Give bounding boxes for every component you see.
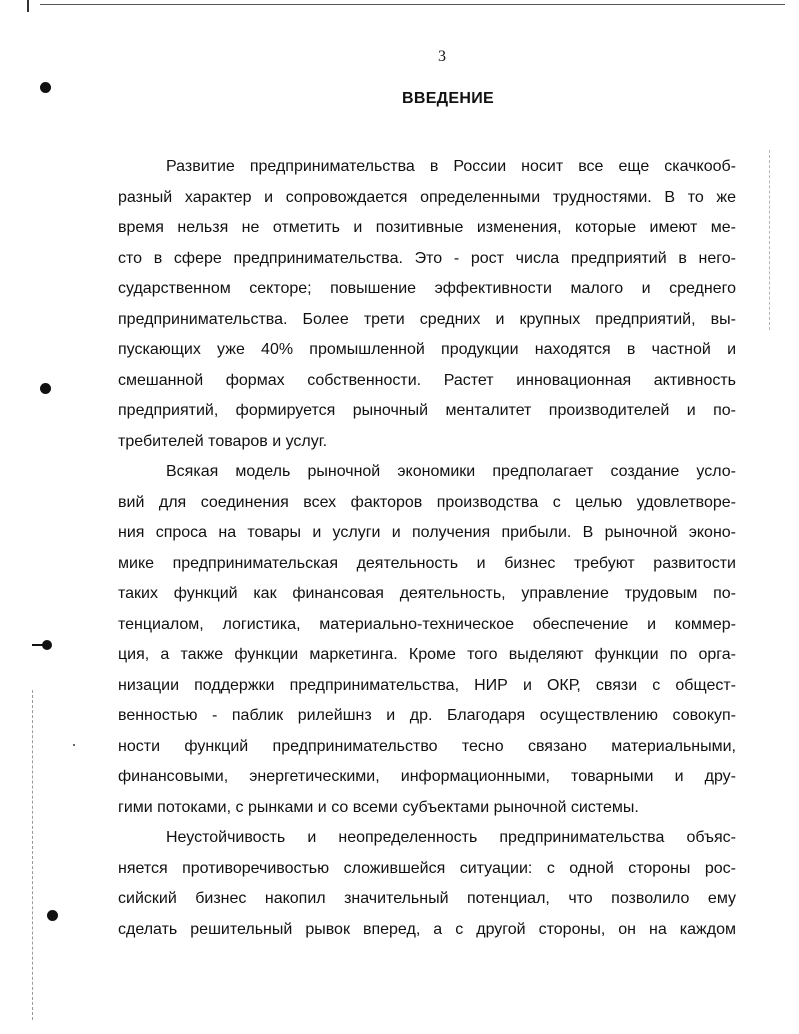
text-line: няется противоречивостью сложившейся ситуации: с одной стороны рос- xyxy=(118,859,736,877)
text-line: разный характер и сопровождается определенными трудностями. В то же xyxy=(118,188,736,206)
scan-top-edge xyxy=(40,4,785,5)
text-line: ция, а также функции маркетинга. Кроме того выделяют функции по орга- xyxy=(118,646,736,663)
text-line: ния спроса на товары и услуги и получения прибыли. В рыночной эконо- xyxy=(118,524,736,541)
text-line: низации поддержки предпринимательства, НИР и ОКР, связи с общест- xyxy=(118,676,736,694)
text-line: таких функций как финансовая деятельность, управление трудовым по- xyxy=(118,585,736,602)
text-line: пускающих уже 40% промышленной продукции находятся в частной и xyxy=(118,341,736,358)
scan-left-margin-line xyxy=(32,690,34,1020)
paragraph xyxy=(118,823,736,945)
binding-hole-mark xyxy=(42,640,52,650)
text-line: требителей товаров и услуг. xyxy=(118,432,328,450)
scan-speck xyxy=(73,744,75,746)
text-line: финансовыми, энергетическими, информационными, товарными и дру- xyxy=(118,768,736,785)
body-text xyxy=(118,152,736,945)
text-line: сийский бизнес накопил значительный потенциал, что позволило ему xyxy=(118,890,736,907)
text-line: смешанной формах собственности. Растет инновационная активность xyxy=(118,371,736,389)
text-line: предпринимательства. Более трети средних и крупных предприятий, вы- xyxy=(118,310,736,328)
paragraph xyxy=(118,152,736,457)
text-line: гими потоками, с рынками и со всеми субъектами рыночной системы. xyxy=(118,798,639,816)
binding-hole-mark xyxy=(40,383,51,394)
text-line: мике предпринимательская деятельность и бизнес требуют развитости xyxy=(118,554,736,572)
text-line: Неустойчивость и неопределенность предпринимательства объяс- xyxy=(166,829,736,846)
text-line: предприятий, формируется рыночный менталитет производителей и по- xyxy=(118,402,736,419)
text-line: венностью - паблик рилейшнз и др. Благодаря осуществлению совокуп- xyxy=(118,707,736,724)
text-line: сто в сфере предпринимательства. Это - рост числа предприятий в него- xyxy=(118,249,736,267)
text-line: тенциалом, логистика, материально-техническое обеспечение и коммер- xyxy=(118,615,736,633)
text-line: сделать решительный рывок вперед, а с другой стороны, он на каждом xyxy=(118,920,736,938)
section-heading: ВВЕДЕНИЕ xyxy=(402,90,494,107)
text-line: Развитие предпринимательства в России носит все еще скачкооб- xyxy=(166,158,736,175)
binding-hole-mark xyxy=(47,910,58,921)
text-line: Всякая модель рыночной экономики предполагает создание усло- xyxy=(166,463,736,480)
scan-edge-mark xyxy=(27,0,29,12)
paragraph xyxy=(118,457,736,823)
text-line: сударственном секторе; повышение эффективности малого и среднего xyxy=(118,280,736,297)
text-line: вий для соединения всех факторов производства с целью удовлетворе- xyxy=(118,493,736,511)
text-line: ности функций предпринимательство тесно связано материальными, xyxy=(118,737,736,755)
page-number: 3 xyxy=(438,48,446,65)
scan-right-margin-line xyxy=(769,150,771,330)
text-line: время нельзя не отметить и позитивные изменения, которые имеют ме- xyxy=(118,219,736,236)
